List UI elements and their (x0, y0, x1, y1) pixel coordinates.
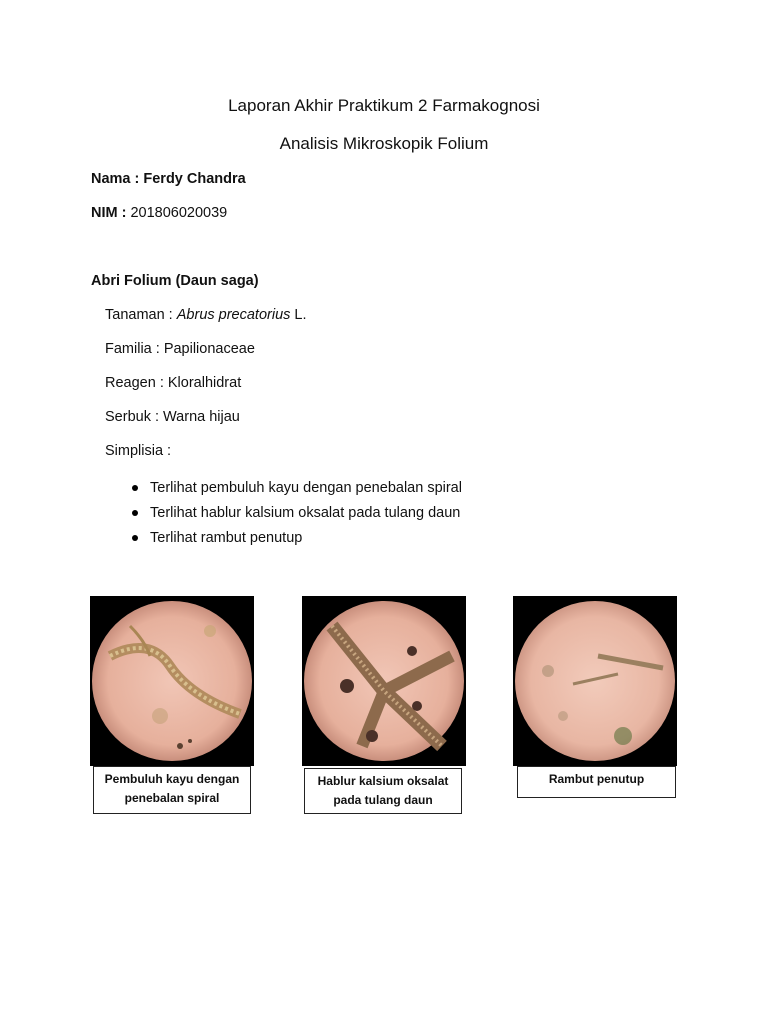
simplisia-row: Simplisia : (105, 443, 172, 459)
document-title: Laporan Akhir Praktikum 2 Farmakognosi (228, 96, 540, 115)
list-item: Terlihat hablur kalsium oksalat pada tulang daun (128, 504, 462, 529)
caption-vessel: Pembuluh kayu dengan penebalan spiral (93, 766, 251, 814)
bullet-icon (132, 510, 138, 516)
document-subtitle: Analisis Mikroskopik Folium (279, 134, 489, 153)
findings-list (128, 479, 462, 554)
caption-crystals: Hablur kalsium oksalat pada tulang daun (304, 768, 462, 814)
bullet-icon (132, 485, 138, 491)
tanaman-label: Tanaman : (105, 307, 177, 323)
nim-value: 201806020039 (130, 205, 228, 221)
student-name-row (91, 171, 246, 187)
list-item: Terlihat pembuluh kayu dengan penebalan spiral (128, 479, 462, 504)
tanaman-author: L. (290, 307, 307, 323)
list-item: Terlihat rambut penutup (128, 529, 462, 554)
caption-trichome: Rambut penutup (517, 766, 676, 798)
bullet-icon (132, 535, 138, 541)
micrograph-crystals (302, 596, 466, 766)
serbuk-row: Serbuk : Warna hijau (105, 409, 240, 425)
tanaman-row (105, 307, 307, 323)
familia-row: Familia : Papilionaceae (105, 341, 255, 357)
name-label: Nama : (91, 171, 144, 187)
reagen-row: Reagen : Kloralhidrat (105, 375, 242, 391)
nim-label: NIM : (91, 205, 131, 221)
micrograph-trichome (513, 596, 677, 766)
name-value: Ferdy Chandra (143, 171, 246, 187)
section-heading: Abri Folium (Daun saga) (91, 273, 259, 289)
micrograph-vessel (90, 596, 254, 766)
student-nim-row (91, 205, 227, 221)
tanaman-species: Abrus precatorius (176, 307, 291, 323)
